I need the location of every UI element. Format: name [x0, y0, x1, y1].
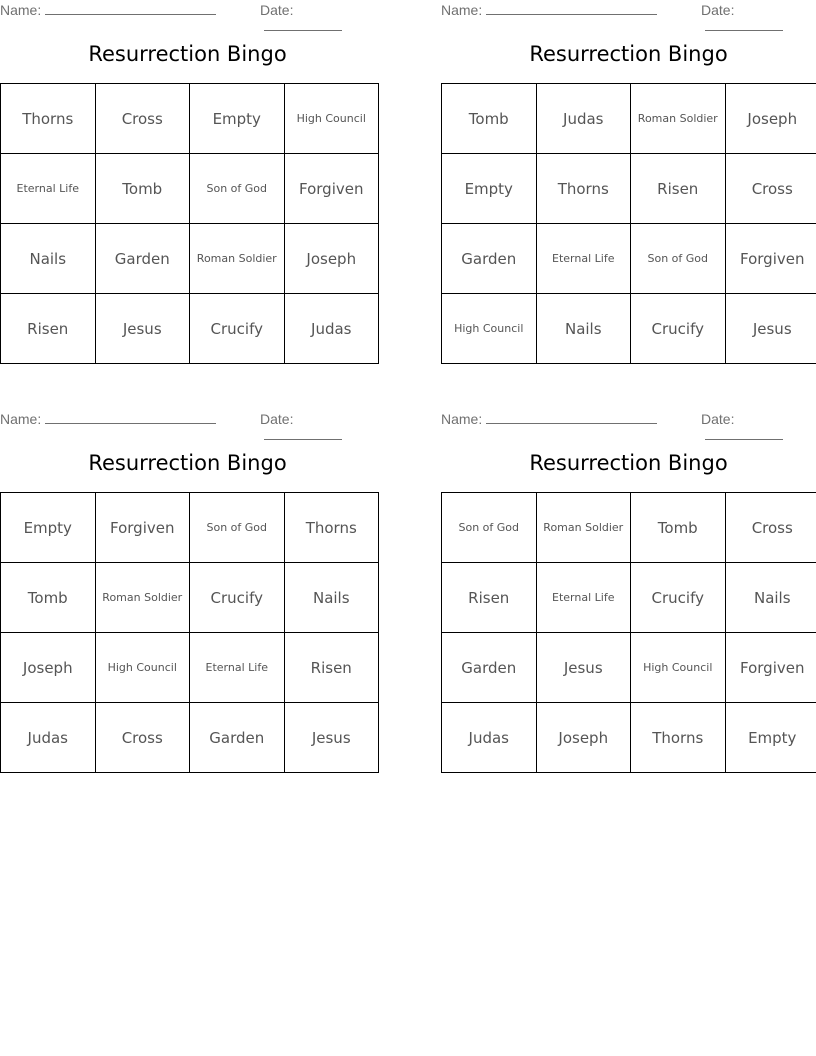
bingo-cell: Empty — [1, 493, 96, 563]
bingo-cell: Cross — [95, 84, 190, 154]
name-date-header — [0, 411, 375, 429]
bingo-cell: Thorns — [1, 84, 96, 154]
bingo-cell: Judas — [1, 703, 96, 773]
grid-row — [1, 563, 379, 633]
date-label: Date: — [701, 2, 735, 18]
bingo-cell: Garden — [190, 703, 285, 773]
bingo-cell: Nails — [1, 224, 96, 294]
bingo-cell: High Council — [631, 633, 726, 703]
date-field — [260, 2, 375, 34]
bingo-cell: Thorns — [631, 703, 726, 773]
bingo-cell: Nails — [725, 563, 816, 633]
bingo-cell: Cross — [95, 703, 190, 773]
date-field — [260, 411, 375, 443]
date-label: Date: — [701, 411, 735, 427]
name-line — [486, 411, 657, 424]
bingo-cell: Eternal Life — [1, 154, 96, 224]
name-field — [0, 2, 216, 18]
name-line — [45, 411, 216, 424]
bingo-cell: Tomb — [1, 563, 96, 633]
card-title: Resurrection Bingo — [88, 451, 287, 475]
bingo-cell: Risen — [631, 154, 726, 224]
bingo-cell: Eternal Life — [536, 224, 631, 294]
bingo-cell: Thorns — [284, 493, 379, 563]
bingo-cell: Nails — [284, 563, 379, 633]
grid-row — [442, 633, 816, 703]
bingo-cell: Judas — [284, 294, 379, 364]
bingo-cell: Garden — [442, 633, 537, 703]
name-field — [441, 411, 657, 427]
date-line — [705, 427, 783, 440]
card-title: Resurrection Bingo — [529, 451, 728, 475]
bingo-cell: Joseph — [536, 703, 631, 773]
bingo-cell: Son of God — [190, 493, 285, 563]
grid-row — [1, 294, 379, 364]
bingo-cell: Cross — [725, 154, 816, 224]
bingo-cell: Nails — [536, 294, 631, 364]
bingo-cell: Empty — [725, 703, 816, 773]
bingo-cell: Garden — [95, 224, 190, 294]
bingo-cell: Jesus — [284, 703, 379, 773]
date-field — [701, 2, 816, 34]
grid-row — [442, 84, 816, 154]
bingo-cell: Thorns — [536, 154, 631, 224]
bingo-cell: Cross — [725, 493, 816, 563]
bingo-cell: Tomb — [95, 154, 190, 224]
bingo-cell: Joseph — [1, 633, 96, 703]
bingo-cell: Garden — [442, 224, 537, 294]
grid-row — [1, 84, 379, 154]
name-label: Name: — [441, 2, 483, 18]
bingo-cell: Joseph — [725, 84, 816, 154]
bingo-cell: Tomb — [442, 84, 537, 154]
bingo-cell: Empty — [190, 84, 285, 154]
bingo-cell: Crucify — [631, 563, 726, 633]
name-label: Name: — [441, 411, 483, 427]
name-date-header — [0, 2, 375, 20]
date-label: Date: — [260, 411, 294, 427]
bingo-cell: High Council — [442, 294, 537, 364]
bingo-cell: Roman Soldier — [95, 563, 190, 633]
grid-row — [442, 493, 816, 563]
bingo-cell: Forgiven — [284, 154, 379, 224]
bingo-cell: Son of God — [442, 493, 537, 563]
date-label: Date: — [260, 2, 294, 18]
bingo-card — [0, 409, 375, 773]
grid-row — [1, 493, 379, 563]
bingo-cell: High Council — [95, 633, 190, 703]
name-date-header — [441, 411, 816, 429]
bingo-cell: Jesus — [536, 633, 631, 703]
grid-row — [442, 563, 816, 633]
bingo-cell: Risen — [442, 563, 537, 633]
grid-row — [1, 703, 379, 773]
bingo-card — [0, 0, 375, 364]
bingo-cell: Risen — [284, 633, 379, 703]
name-field — [0, 411, 216, 427]
grid-row — [442, 703, 816, 773]
bingo-cell: Son of God — [190, 154, 285, 224]
name-label: Name: — [0, 411, 42, 427]
bingo-cell: Jesus — [95, 294, 190, 364]
grid-row — [1, 154, 379, 224]
bingo-cell: Son of God — [631, 224, 726, 294]
bingo-card — [441, 409, 816, 773]
card-title: Resurrection Bingo — [88, 42, 287, 66]
bingo-grid — [0, 83, 379, 364]
bingo-cell: Forgiven — [725, 224, 816, 294]
bingo-cell: Judas — [442, 703, 537, 773]
card-title: Resurrection Bingo — [529, 42, 728, 66]
bingo-cell: Jesus — [725, 294, 816, 364]
bingo-cell: Eternal Life — [536, 563, 631, 633]
bingo-cell: Crucify — [190, 294, 285, 364]
bingo-cell: Roman Soldier — [631, 84, 726, 154]
bingo-cell: Crucify — [631, 294, 726, 364]
date-line — [705, 18, 783, 31]
grid-row — [442, 294, 816, 364]
bingo-cell: Joseph — [284, 224, 379, 294]
bingo-cell: Risen — [1, 294, 96, 364]
bingo-cell: Forgiven — [725, 633, 816, 703]
date-field — [701, 411, 816, 443]
bingo-cell: Roman Soldier — [536, 493, 631, 563]
bingo-cell: Judas — [536, 84, 631, 154]
name-label: Name: — [0, 2, 42, 18]
bingo-cell: Eternal Life — [190, 633, 285, 703]
date-line — [264, 18, 342, 31]
grid-row — [1, 633, 379, 703]
name-field — [441, 2, 657, 18]
grid-row — [1, 224, 379, 294]
bingo-grid — [0, 492, 379, 773]
bingo-cell: Crucify — [190, 563, 285, 633]
bingo-cell: Empty — [442, 154, 537, 224]
bingo-cell: Roman Soldier — [190, 224, 285, 294]
bingo-cell: Tomb — [631, 493, 726, 563]
grid-row — [442, 224, 816, 294]
name-date-header — [441, 2, 816, 20]
name-line — [45, 2, 216, 15]
date-line — [264, 427, 342, 440]
bingo-grid — [441, 492, 816, 773]
name-line — [486, 2, 657, 15]
bingo-card — [441, 0, 816, 364]
grid-row — [442, 154, 816, 224]
bingo-cell: High Council — [284, 84, 379, 154]
bingo-cell: Forgiven — [95, 493, 190, 563]
bingo-grid — [441, 83, 816, 364]
